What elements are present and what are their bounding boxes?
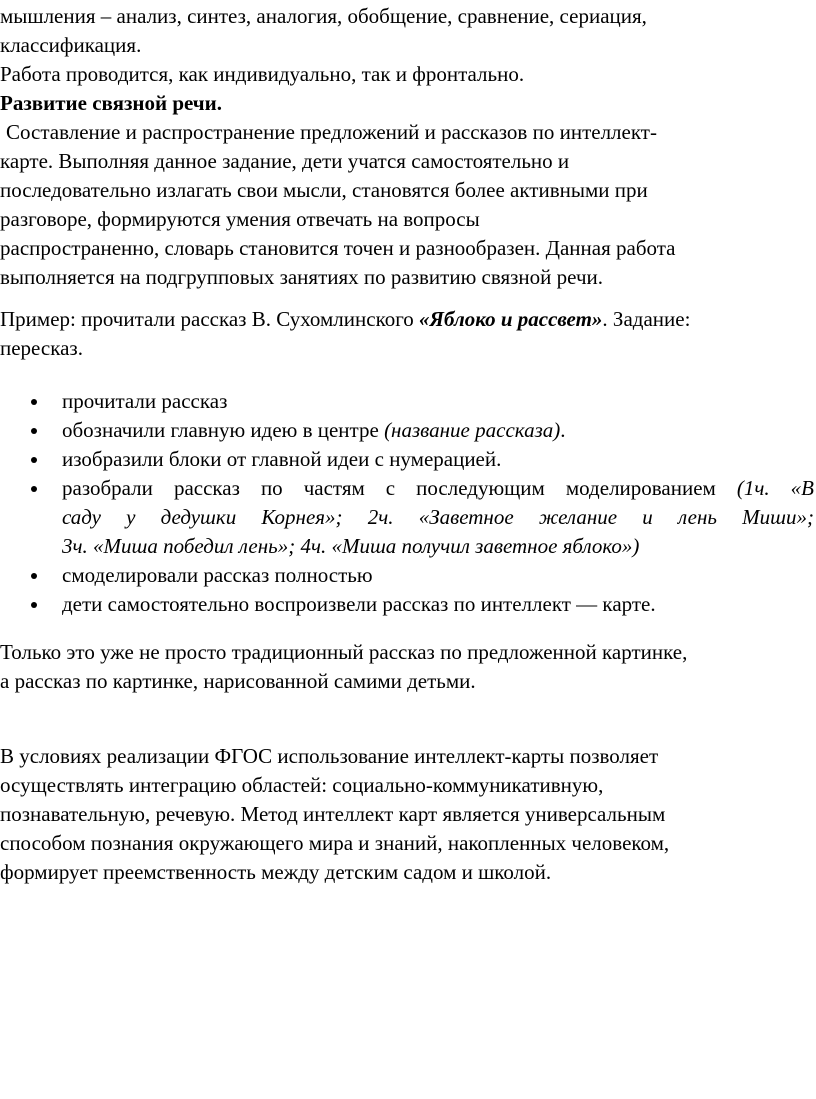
list-item-text bbox=[62, 474, 814, 503]
example-prefix: Пример: прочитали рассказ В. Сухомлинского bbox=[0, 307, 420, 331]
paragraph-line: В условиях реализации ФГОС использование интеллект-карты позволяет bbox=[0, 744, 659, 768]
list-item-main-text: разобрали рассказ по частям с последующим моделированием bbox=[62, 476, 737, 500]
paragraph-line: способом познания окружающего мира и знаний, накопленных человеком, bbox=[0, 831, 670, 855]
example-line: пересказ. bbox=[0, 336, 83, 360]
list-item-text: 3ч. «Миша победил лень»; 4ч. «Миша получил заветное яблоко») bbox=[62, 534, 640, 558]
paragraph-line: выполняется на подгрупповых занятиях по развитию связной речи. bbox=[0, 265, 604, 289]
paragraph-line: Составление и распространение предложений и рассказов по интеллект- bbox=[6, 120, 657, 144]
paragraph-line: последовательно излагать свои мысли, становятся более активными при bbox=[0, 178, 648, 202]
intro-line: Работа проводится, как индивидуально, так и фронтально. bbox=[0, 62, 525, 86]
section-heading: Развитие связной речи. bbox=[0, 91, 222, 115]
example-line bbox=[0, 305, 816, 334]
paragraph-line: распространенно, словарь становится точен и разнообразен. Данная работа bbox=[0, 236, 676, 260]
bullet-icon bbox=[31, 486, 37, 492]
steps-list bbox=[0, 387, 816, 619]
list-item-text: дети самостоятельно воспроизвели рассказ по интеллект — карте. bbox=[62, 592, 656, 616]
list-item-italic-text: (название рассказа) bbox=[384, 418, 561, 442]
example-paragraph bbox=[0, 305, 816, 363]
paragraph-line: Только это уже не просто традиционный рассказ по предложенной картинке, bbox=[0, 640, 688, 664]
paragraph-line: разговоре, формируются умения отвечать на вопросы bbox=[0, 207, 480, 231]
list-item-text bbox=[62, 416, 814, 445]
list-item bbox=[0, 590, 816, 619]
paragraph-connected-speech bbox=[0, 118, 816, 292]
list-item bbox=[0, 445, 816, 474]
list-item-end: . bbox=[560, 418, 566, 442]
bullet-icon bbox=[31, 399, 37, 405]
paragraph-line: осуществлять интеграцию областей: социально-коммуникативную, bbox=[0, 773, 604, 797]
list-item bbox=[0, 474, 816, 561]
list-item-main-text: обозначили главную идею в центре bbox=[62, 418, 385, 442]
example-suffix: . Задание: bbox=[602, 307, 691, 331]
list-item bbox=[0, 387, 816, 416]
list-item-text: смоделировали рассказ полностью bbox=[62, 563, 373, 587]
paragraph-fgos bbox=[0, 742, 816, 887]
bullet-icon bbox=[31, 457, 37, 463]
paragraph-line: а рассказ по картинке, нарисованной самими детьми. bbox=[0, 669, 476, 693]
list-item-italic-text: (1ч. «В bbox=[736, 476, 815, 500]
list-item-text: саду у дедушки Корнея»; 2ч. «Заветное желание и лень Миши»; bbox=[62, 505, 814, 529]
list-item bbox=[0, 561, 816, 590]
intro-line: мышления – анализ, синтез, аналогия, обобщение, сравнение, сериация, bbox=[0, 4, 647, 28]
paragraph-line: карте. Выполняя данное задание, дети учатся самостоятельно и bbox=[0, 149, 570, 173]
intro-text bbox=[0, 2, 816, 89]
list-item bbox=[0, 416, 816, 445]
bullet-icon bbox=[31, 602, 37, 608]
list-item-text: изобразили блоки от главной идеи с нумерацией. bbox=[62, 447, 502, 471]
story-title: «Яблоко и рассвет» bbox=[419, 307, 603, 331]
list-item-text: прочитали рассказ bbox=[62, 389, 228, 413]
paragraph-conclusion bbox=[0, 638, 816, 696]
intro-line: классификация. bbox=[0, 33, 142, 57]
bullet-icon bbox=[31, 428, 37, 434]
bullet-icon bbox=[31, 573, 37, 579]
paragraph-line: познавательную, речевую. Метод интеллект карт является универсальным bbox=[0, 802, 666, 826]
paragraph-line: формирует преемственность между детским садом и школой. bbox=[0, 860, 552, 884]
section-heading-block bbox=[0, 89, 816, 118]
